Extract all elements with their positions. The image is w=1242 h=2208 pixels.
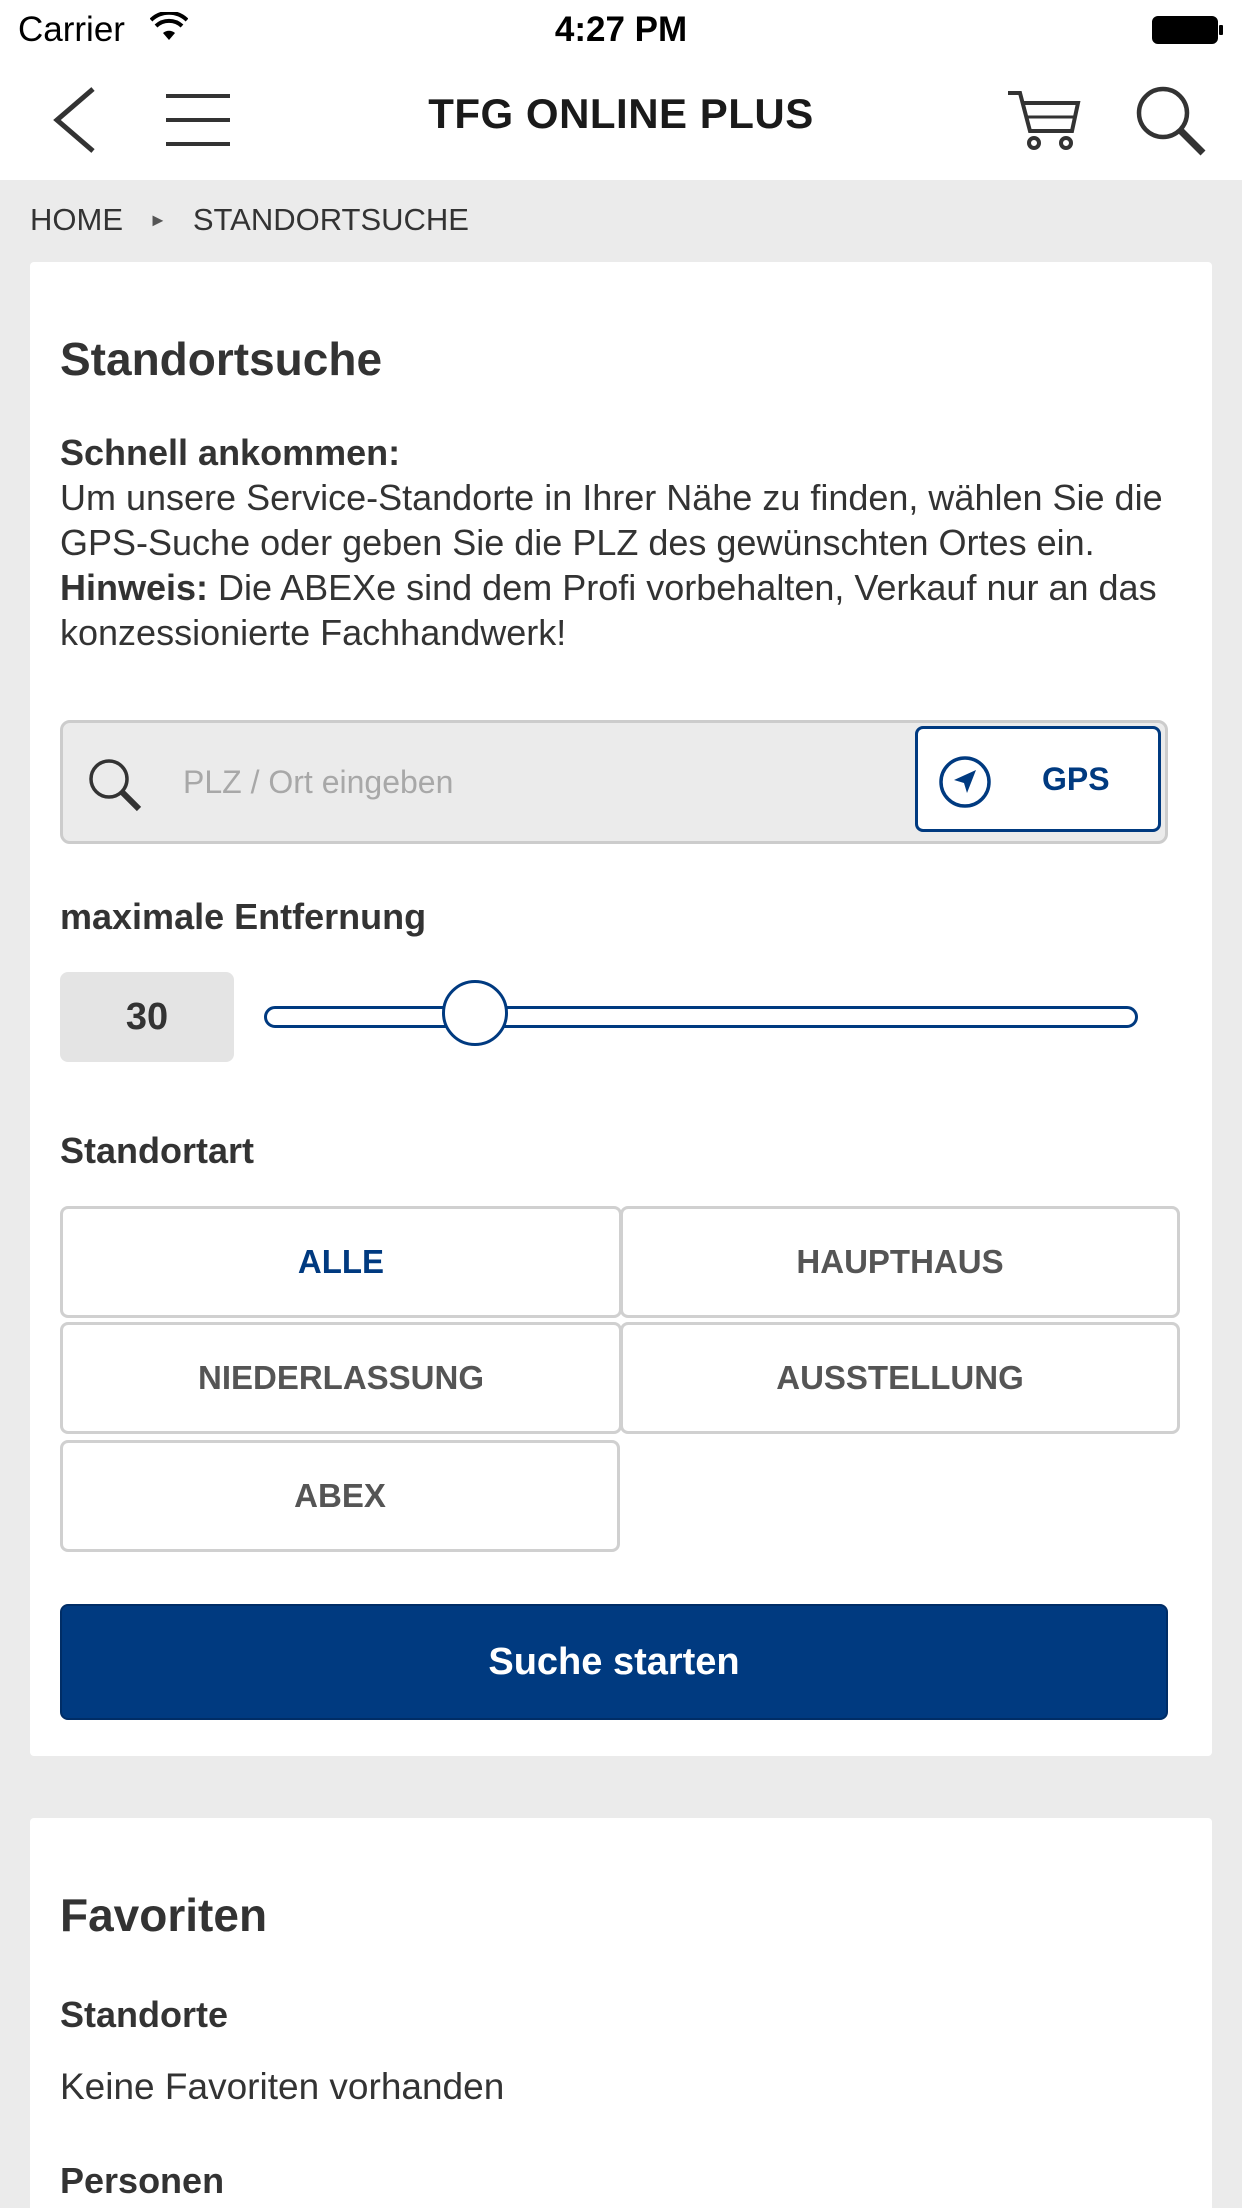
menu-button[interactable]: [156, 78, 240, 162]
breadcrumb-home[interactable]: HOME: [30, 202, 123, 237]
location-search-card: [30, 262, 1212, 1756]
distance-slider-track[interactable]: [264, 1006, 1138, 1028]
note-body: Die ABEXe sind dem Profi vorbehalten, Verkauf nur an das konzessionierte Fachhandwerk!: [60, 567, 1157, 653]
location-arrow-icon: [938, 755, 992, 809]
favorites-card: [30, 1818, 1212, 2208]
type-option-abex[interactable]: ABEX: [60, 1440, 620, 1552]
gps-label: GPS: [1042, 761, 1110, 797]
search-button[interactable]: [1128, 78, 1212, 162]
back-button[interactable]: [32, 78, 116, 162]
intro-heading: Schnell ankommen:: [60, 432, 401, 473]
app-title: TFG ONLINE PLUS: [428, 90, 814, 137]
status-time: 4:27 PM: [554, 10, 688, 49]
search-icon: [1133, 83, 1207, 157]
battery-icon: [1152, 16, 1224, 44]
favorites-title: Favoriten: [60, 1889, 268, 1941]
favorites-locations-heading: Standorte: [60, 1994, 229, 2035]
type-option-niederlassung[interactable]: NIEDERLASSUNG: [60, 1322, 622, 1434]
intro-text: [60, 430, 1190, 655]
carrier-label: Carrier: [18, 10, 125, 49]
intro-body: Um unsere Service-Standorte in Ihrer Nähe zu finden, wählen Sie die GPS-Suche oder geben Sie die PLZ des gewünschten Ortes ein.: [60, 477, 1163, 563]
search-icon: [85, 755, 143, 813]
search-box: [60, 720, 1168, 844]
status-bar: [0, 0, 1242, 60]
distance-slider-handle[interactable]: [442, 980, 508, 1046]
page-title: Standortsuche: [60, 333, 383, 385]
favorites-locations-empty: Keine Favoriten vorhanden: [60, 2066, 505, 2107]
back-icon: [49, 85, 99, 155]
type-option-ausstellung[interactable]: AUSSTELLUNG: [620, 1322, 1180, 1434]
breadcrumb-current: STANDORTSUCHE: [192, 202, 469, 237]
note-heading: Hinweis:: [60, 567, 209, 608]
menu-icon: [164, 90, 232, 150]
type-option-alle[interactable]: ALLE: [60, 1206, 622, 1318]
start-search-button[interactable]: Suche starten: [60, 1604, 1168, 1720]
gps-button[interactable]: [915, 726, 1161, 832]
nav-bar: [0, 60, 1242, 180]
distance-value: 30: [60, 972, 234, 1062]
location-search-input[interactable]: [183, 747, 943, 817]
favorites-persons-heading: Personen: [60, 2160, 225, 2201]
distance-label: maximale Entfernung: [60, 896, 427, 937]
chevron-right-icon: ►: [149, 209, 167, 230]
breadcrumb: [30, 200, 469, 240]
cart-icon: [1006, 87, 1082, 153]
cart-button[interactable]: [1002, 78, 1086, 162]
type-option-haupthaus[interactable]: HAUPTHAUS: [620, 1206, 1180, 1318]
location-type-label: Standortart: [60, 1130, 255, 1171]
